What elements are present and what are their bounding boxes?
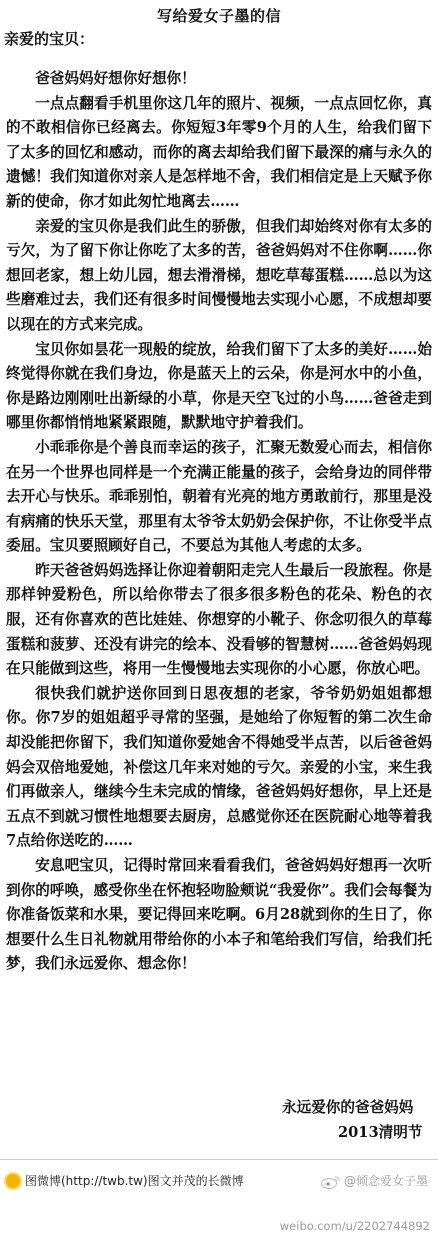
footer-bar xyxy=(0,1166,438,1196)
footer-source-text: 图微博(http://twb.tw)图文并茂的长微博 xyxy=(25,1174,244,1188)
paragraph-5: 小乖乖你是个善良而幸运的孩子，汇聚无数爱心而去，相信你在另一个世界也同样是一个充满正能量的孩子，会给身边的同伴带去开心与快乐。乖乖别怕，朝着有光亮的地方勇敢前行，那里是没有病痛的快乐天堂，那里有太爷爷太奶奶会保护你，不让你受半点委屈。宝贝要照顾好自己，不要总为其他人考虑的太多。 xyxy=(6,438,432,555)
letter-body xyxy=(0,67,438,977)
letter-title: 写给爱女子墨的信 xyxy=(156,7,281,25)
paragraph-8: 安息吧宝贝，记得时常回来看看我们，爸爸妈妈好想再一次听到你的呼唤，感受你坐在怀抱轻吻脸颊说“我爱你”。我们会每餐为你准备饭菜和水果，要记得回来吃啊。6月28就到你的生日了，你想要什么生日礼物就用带给你的小本子和笔给我们写信，给我们托梦，我们永远爱你、想念你！ xyxy=(6,857,432,973)
sun-icon xyxy=(6,1174,20,1188)
weibo-icon xyxy=(321,1174,341,1188)
watermark-url: weibo.com/u/2202744892 xyxy=(279,1219,430,1233)
paragraph-4: 宝贝你如昙花一现般的绽放，给我们留下了太多的美好……始终觉得你就在我们身边，你是蓝天上的云朵，你是河水中的小鱼，你是路边刚刚吐出新绿的小草，你是天空飞过的小鸟……爸爸走到哪里你都悄悄地紧紧跟随，默默地守护着我们。 xyxy=(6,340,432,432)
signature-date: 2013清明节 xyxy=(338,1124,423,1141)
footer-divider xyxy=(0,1159,438,1160)
footer-source-link[interactable] xyxy=(4,1172,244,1189)
paragraph-7: 很快我们就护送你回到日思夜想的老家，爷爷奶奶姐姐都想你。你7岁的姐姐超乎寻常的坚强，是她给了你短暂的第二次生命却没能把你留下，我们知道你爱她舍不得她受半点苦，以后爸爸妈妈会双倍地爱她，补偿这几年来对她的亏欠。亲爱的小宝，来生我们再做亲人，继续今生未完成的情缘，爸爸妈妈好想你，早上还是五点不到就习惯性地想要去厨房，总感觉你还在医院耐心地等着我7点给你送吃的…… xyxy=(6,684,432,850)
paragraph-2: 一点点翻看手机里你这几年的照片、视频，一点点回忆你，真的不敢相信你已经离去。你短短3年零9个月的人生，给我们留下了太多的回忆和感动，而你的离去却给我们留下最深的痛与永久的遗憾！我们知道你对亲人是怎样地不舍，我们相信定是上天赋予你新的使命，你才如此匆忙地离去…… xyxy=(6,94,432,210)
signature-name: 永远爱你的爸爸妈妈 xyxy=(282,1099,414,1116)
paragraph-1: 爸爸妈妈好想你好想你！ xyxy=(35,70,196,87)
paragraph-6: 昨天爸爸妈妈选择让你迎着朝阳走完人生最后一段旅程。你是那样钟爱粉色，所以给你带去了很多很多粉色的花朵、粉色的衣服，还有你喜欢的芭比娃娃、你想穿的小靴子、你念叨很久的草莓蛋糕和菠萝、还没有讲完的绘本、没看够的智慧树……爸爸妈妈现在只能做到这些，将用一生慢慢地去实现你的小心愿，你放心吧。 xyxy=(6,561,432,678)
letter-greeting: 亲爱的宝贝： xyxy=(4,30,95,48)
paragraph-3: 亲爱的宝贝你是我们此生的骄傲，但我们却始终对你有太多的亏欠，为了留下你让你吃了太多的苦，爸爸妈妈对不住你啊……你想回老家，想上幼儿园，想去滑滑梯，想吃草莓蛋糕……总以为这些磨难过去，我们还有很多时间慢慢地去实现小心愿，不成想却要以现在的方式来完成。 xyxy=(6,217,432,333)
footer-author[interactable] xyxy=(321,1172,428,1189)
footer-handle: @倾念爱女子墨 xyxy=(343,1174,428,1188)
